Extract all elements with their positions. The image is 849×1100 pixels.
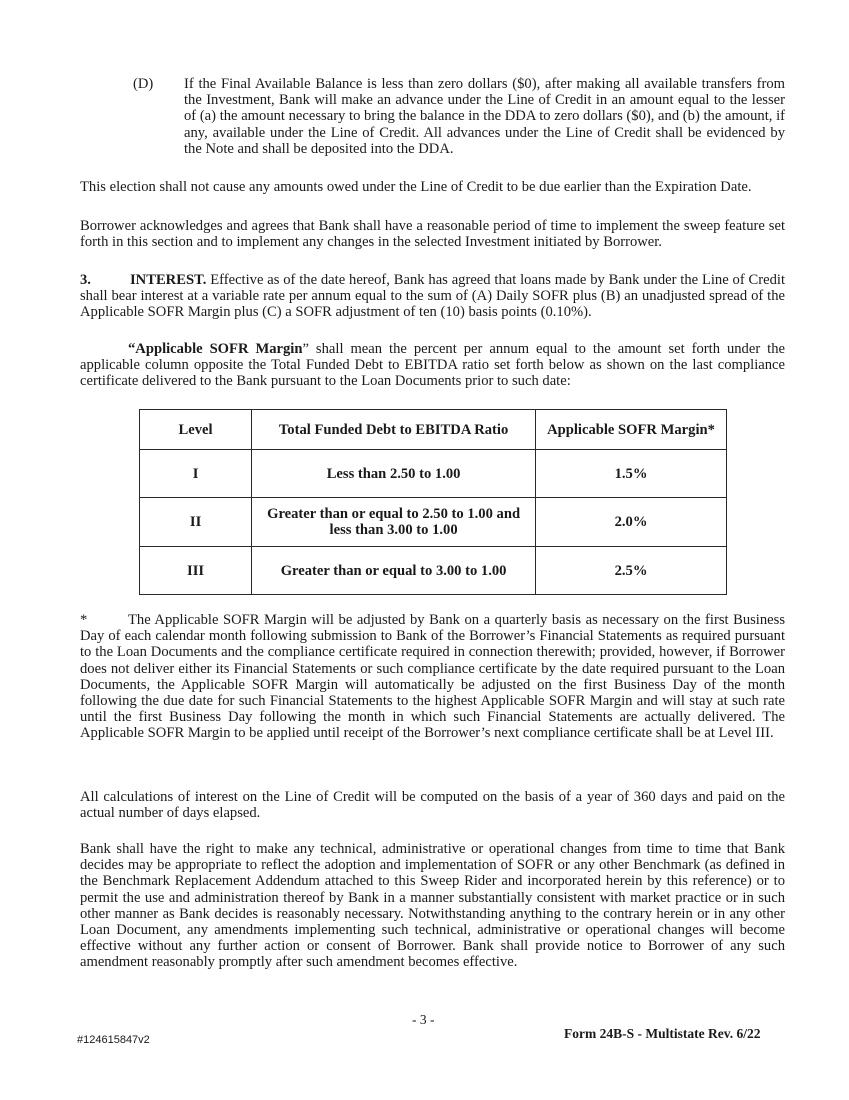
- calculations-paragraph: All calculations of interest on the Line of Credit will be computed on the basis of a year of 360 days and paid on the actual number of days elapsed.: [80, 789, 785, 822]
- changes-paragraph: Bank shall have the right to make any technical, administrative or operational changes from time to time that Bank decides may be appropriate to reflect the adoption and implementation of SOFR or any other Benchmark (as defined in the Benchmark Replacement Addendum attached to this Sweep Rider and incorporated herein by this reference) or to permit the use and administration thereof by Bank in a manner substantially consistent with market practice or in such other manner as Bank decides is reasonably necessary. Notwithstanding anything to the contrary herein or in any other Loan Document, any amendments implementing such technical, administrative or operational changes will become effective without any further action or consent of Borrower. Bank shall provide notice to Borrower of any such amendment reasonably promptly after such amendment becomes effective.: [80, 841, 785, 971]
- interest-section: [80, 272, 785, 321]
- section-text: Effective as of the date hereof, Bank has agreed that loans made by Bank under the Line of Credit shall bear interest at a variable rate per annum equal to the sum of (A) Daily SOFR plus (B) an unadjusted spread of the Applicable SOFR Margin plus (C) a SOFR adjustment of ten (10) basis points (0.10%).: [80, 272, 786, 321]
- table-row: [140, 498, 727, 547]
- cell-ratio: Greater than or equal to 2.50 to 1.00 and less than 3.00 to 1.00: [252, 498, 536, 547]
- definition-paragraph: [80, 341, 785, 390]
- acknowledgement-paragraph: Borrower acknowledges and agrees that Bank shall have a reasonable period of time to implement the sweep feature set forth in this section and to implement any changes in the selected Investment initiated by Borrower.: [80, 218, 785, 251]
- cell-level: I: [140, 450, 252, 498]
- definition-text: ” shall mean the percent per annum equal to the amount set forth under the applicable column opposite the Total Funded Debt to EBITDA ratio set forth below as shown on the last compliance certificate delivered to the Bank pursuant to the Loan Documents prior to such date:: [80, 341, 785, 390]
- header-margin: Applicable SOFR Margin*: [536, 410, 727, 450]
- cell-ratio: Greater than or equal to 3.00 to 1.00: [252, 547, 536, 595]
- sofr-margin-table: [139, 409, 727, 595]
- cell-ratio: Less than 2.50 to 1.00: [252, 450, 536, 498]
- subsection-text: If the Final Available Balance is less than zero dollars ($0), after making all available transfers from the Investment, Bank will make an advance under the Line of Credit in an amount equal to the lesser of (a) the amount necessary to bring the balance in the DDA to zero dollars ($0), and (b) the amount, if any, available under the Line of Credit. All advances under the Line of Credit shall be evidenced by the Note and shall be deposited into the DDA.: [184, 76, 785, 157]
- table-header-row: [140, 410, 727, 450]
- footnote-paragraph: [80, 612, 785, 742]
- cell-margin: 2.5%: [536, 547, 727, 595]
- subsection-label: (D): [133, 76, 154, 92]
- section-number: 3.: [80, 272, 91, 288]
- document-id: #124615847v2: [77, 1034, 150, 1046]
- section-heading: INTEREST.: [130, 272, 207, 288]
- form-number: Form 24B-S - Multistate Rev. 6/22: [564, 1026, 761, 1041]
- header-level: Level: [140, 410, 252, 450]
- page-number: - 3 -: [412, 1012, 435, 1027]
- header-ratio: Total Funded Debt to EBITDA Ratio: [252, 410, 536, 450]
- cell-level: III: [140, 547, 252, 595]
- footnote-text: The Applicable SOFR Margin will be adjusted by Bank on a quarterly basis as necessary on the first Business Day of each calendar month following submission to Bank of the Borrower’s Financial Statements as required pursuant to the Loan Documents and the compliance certificate required in connection therewith; provided, however, if Borrower does not deliver either its Financial Statements or such compliance certificate by the date required pursuant to the Loan Documents, the Applicable SOFR Margin will automatically be adjusted on the first Business Day of the month following the due date for such Financial Statements to the highest Applicable SOFR Margin and will stay at such rate until the first Business Day following the month in which such Financial Statements are actually delivered. The Applicable SOFR Margin to be applied until receipt of the Borrower’s next compliance certificate shall be at Level III.: [80, 612, 785, 742]
- election-paragraph: This election shall not cause any amounts owed under the Line of Credit to be due earlier than the Expiration Date.: [80, 179, 752, 195]
- table-row: [140, 547, 727, 595]
- cell-margin: 2.0%: [536, 498, 727, 547]
- definition-term: “Applicable SOFR Margin: [128, 341, 303, 357]
- footnote-marker: *: [80, 612, 88, 628]
- table-row: [140, 450, 727, 498]
- cell-margin: 1.5%: [536, 450, 727, 498]
- cell-level: II: [140, 498, 252, 547]
